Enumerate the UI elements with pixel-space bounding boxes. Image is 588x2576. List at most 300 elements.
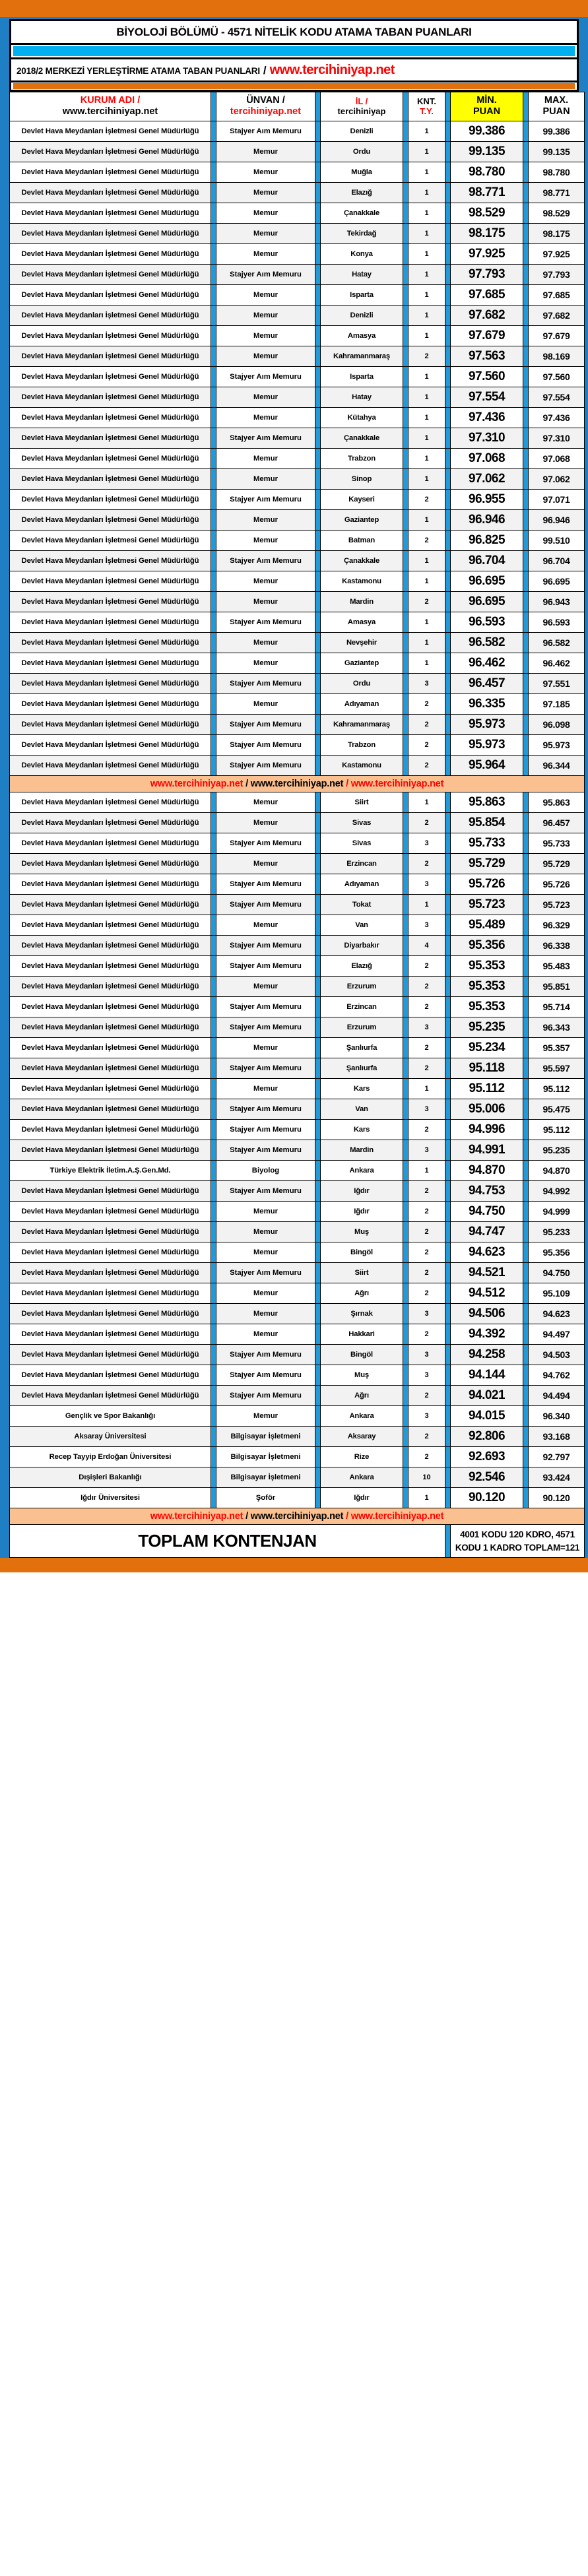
column-separator [403,1079,408,1099]
column-separator [523,936,529,956]
column-separator [315,1079,321,1099]
column-separator [403,244,408,265]
table-row [10,1427,585,1447]
column-separator [523,1017,529,1038]
cell-kurum-adi: Devlet Hava Meydanları İşletmesi Genel Müdürlüğü [10,895,211,915]
table-row [10,1386,585,1406]
cell-kontenjan: 2 [408,1386,445,1406]
column-separator [403,285,408,306]
promo-banner[interactable] [10,776,585,792]
column-separator [211,895,216,915]
cell-il: Çanakkale [321,428,403,449]
cell-unvan: Şoför [216,1488,315,1508]
column-separator [403,854,408,874]
cell-min-puan: 94.144 [451,1365,523,1386]
cell-kurum-adi: Devlet Hava Meydanları İşletmesi Genel Müdürlüğü [10,265,211,285]
column-separator [403,1345,408,1365]
cell-unvan: Memur [216,592,315,612]
cell-min-puan: 95.489 [451,915,523,936]
column-separator [315,1386,321,1406]
promo-link-2[interactable]: www.tercihiniyap.net [250,779,344,790]
cell-min-puan: 95.733 [451,833,523,854]
table-row [10,1283,585,1304]
column-separator [403,833,408,854]
table-row [10,997,585,1017]
column-separator [403,346,408,367]
column-separator [315,1467,321,1488]
cell-kontenjan: 2 [408,756,445,776]
column-separator [211,833,216,854]
cell-kontenjan: 1 [408,653,445,674]
promo-sep-2: / [343,1511,351,1522]
column-separator [445,183,451,203]
cell-max-puan: 95.851 [529,977,585,997]
cell-il: Iğdır [321,1488,403,1508]
cell-unvan: Memur [216,326,315,346]
column-separator [445,1038,451,1058]
column-separator [445,1140,451,1161]
table-row [10,1263,585,1283]
column-separator [315,997,321,1017]
column-separator [445,694,451,715]
cell-unvan: Stajyer Aım Memuru [216,1386,315,1406]
cell-kurum-adi: Iğdır Üniversitesi [10,1488,211,1508]
cell-kontenjan: 1 [408,612,445,633]
column-separator [211,1283,216,1304]
cell-kurum-adi: Aksaray Üniversitesi [10,1427,211,1447]
table-row [10,1467,585,1488]
cell-kurum-adi: Devlet Hava Meydanları İşletmesi Genel Müdürlüğü [10,1181,211,1202]
column-separator [445,203,451,224]
column-separator [211,326,216,346]
column-separator [403,510,408,531]
cell-kontenjan: 2 [408,694,445,715]
table-row [10,265,585,285]
column-separator [211,387,216,408]
cell-max-puan: 94.992 [529,1181,585,1202]
column-separator [445,977,451,997]
cell-unvan: Memur [216,653,315,674]
column-separator [315,1202,321,1222]
column-separator [523,956,529,977]
cell-unvan: Memur [216,854,315,874]
cell-kontenjan: 3 [408,1017,445,1038]
cell-kontenjan: 1 [408,121,445,142]
promo-link-1[interactable]: www.tercihiniyap.net [150,1511,244,1522]
cell-unvan: Stajyer Aım Memuru [216,1099,315,1120]
cell-il: Tekirdağ [321,224,403,244]
column-separator [445,408,451,428]
column-separator [211,1222,216,1242]
cell-kontenjan: 2 [408,1038,445,1058]
promo-link-3[interactable]: www.tercihiniyap.net [350,1511,444,1522]
cell-min-puan: 94.021 [451,1386,523,1406]
column-separator [403,997,408,1017]
cell-unvan: Stajyer Aım Memuru [216,756,315,776]
col-header-kurum-line2: www.tercihiniyap.net [62,106,158,117]
column-separator [523,531,529,551]
column-separator [403,1242,408,1263]
cell-kontenjan: 2 [408,956,445,977]
column-separator [523,633,529,653]
column-separator [403,1140,408,1161]
cell-kontenjan: 2 [408,531,445,551]
total-line-2: KODU 1 KADRO TOPLAM=121 [455,1542,580,1553]
column-separator [211,813,216,833]
column-separator [403,694,408,715]
table-row [10,874,585,895]
cell-min-puan: 97.436 [451,408,523,428]
cell-min-puan: 94.623 [451,1242,523,1263]
column-separator [403,813,408,833]
column-separator [211,510,216,531]
cell-kontenjan: 1 [408,895,445,915]
column-separator [403,612,408,633]
title-block [9,19,579,45]
cell-max-puan: 95.973 [529,735,585,756]
cell-kurum-adi: Devlet Hava Meydanları İşletmesi Genel Müdürlüğü [10,1304,211,1324]
cell-il: Tokat [321,895,403,915]
table-row [10,449,585,469]
promo-banner-row [10,1508,585,1525]
cell-min-puan: 96.593 [451,612,523,633]
column-separator [403,142,408,162]
cell-il: Ankara [321,1406,403,1427]
column-separator [523,285,529,306]
table-row [10,306,585,326]
column-separator [523,756,529,776]
column-separator [523,1242,529,1263]
cell-kurum-adi: Devlet Hava Meydanları İşletmesi Genel Müdürlüğü [10,1202,211,1222]
cell-unvan: Biyolog [216,1161,315,1181]
table-row [10,1202,585,1222]
promo-link-1[interactable]: www.tercihiniyap.net [150,779,244,790]
column-separator [211,1202,216,1222]
column-separator [315,1324,321,1345]
cell-il: Bingöl [321,1345,403,1365]
column-separator [403,1488,408,1508]
table-row [10,977,585,997]
cell-kontenjan: 2 [408,346,445,367]
column-separator [211,551,216,571]
cell-max-puan: 94.870 [529,1161,585,1181]
column-separator [523,1427,529,1447]
table-row [10,1406,585,1427]
cell-kontenjan: 1 [408,387,445,408]
promo-sep-1: / [243,1511,251,1522]
column-separator [315,1017,321,1038]
column-separator [315,936,321,956]
column-separator [445,1386,451,1406]
table-row [10,1140,585,1161]
cell-il: Adıyaman [321,694,403,715]
column-separator [211,490,216,510]
column-separator [445,244,451,265]
column-separator [523,1386,529,1406]
column-separator [211,1099,216,1120]
total-kontenjan-label: TOPLAM KONTENJAN [10,1525,445,1558]
column-separator [403,367,408,387]
column-separator [403,1304,408,1324]
column-separator [523,833,529,854]
cell-kontenjan: 2 [408,813,445,833]
column-separator [211,694,216,715]
column-separator [315,1345,321,1365]
column-separator [403,1427,408,1447]
cell-max-puan: 94.623 [529,1304,585,1324]
table-row [10,612,585,633]
cell-min-puan: 97.310 [451,428,523,449]
cell-min-puan: 99.386 [451,121,523,142]
cell-il: Muğla [321,162,403,183]
cell-kurum-adi: Devlet Hava Meydanları İşletmesi Genel Müdürlüğü [10,1386,211,1406]
table-row [10,1324,585,1345]
cell-il: Elazığ [321,956,403,977]
promo-link-3[interactable]: www.tercihiniyap.net [350,779,444,790]
column-separator [211,1181,216,1202]
cell-max-puan: 97.062 [529,469,585,490]
column-separator [211,1120,216,1140]
cell-kontenjan: 1 [408,469,445,490]
column-separator [403,915,408,936]
column-separator [445,162,451,183]
table-row [10,183,585,203]
column-separator [315,1242,321,1263]
cell-il: Denizli [321,121,403,142]
cell-il: Hatay [321,387,403,408]
cell-kurum-adi: Devlet Hava Meydanları İşletmesi Genel Müdürlüğü [10,1263,211,1283]
cell-il: Aksaray [321,1427,403,1447]
column-separator [315,1181,321,1202]
column-separator [523,490,529,510]
column-separator [315,792,321,813]
col-header-max-line2: PUAN [542,106,570,117]
column-separator [445,469,451,490]
column-separator [403,1120,408,1140]
col-header-il-line2: tercihiniyap [337,106,386,117]
cell-il: Sivas [321,813,403,833]
top-orange-bar [0,0,588,17]
cell-il: Diyarbakır [321,936,403,956]
cell-il: Sinop [321,469,403,490]
cell-min-puan: 96.704 [451,551,523,571]
cell-unvan: Memur [216,1038,315,1058]
column-separator [315,1099,321,1120]
cell-kontenjan: 2 [408,1222,445,1242]
cell-max-puan: 96.340 [529,1406,585,1427]
cell-unvan: Memur [216,449,315,469]
cell-max-puan: 97.793 [529,265,585,285]
cell-min-puan: 94.015 [451,1406,523,1427]
column-separator [523,1283,529,1304]
table-row [10,367,585,387]
column-separator [523,1406,529,1427]
column-separator [403,162,408,183]
column-separator [445,1365,451,1386]
cell-il: Amasya [321,612,403,633]
column-separator [211,874,216,895]
column-separator [445,756,451,776]
cell-kontenjan: 1 [408,244,445,265]
cell-unvan: Stajyer Aım Memuru [216,1181,315,1202]
column-separator [523,1181,529,1202]
promo-link-2[interactable]: www.tercihiniyap.net [250,1511,344,1522]
cell-kurum-adi: Türkiye Elektrik İletim.A.Ş.Gen.Md. [10,1161,211,1181]
bottom-orange-bar [0,1558,588,1572]
table-row [10,694,585,715]
column-separator [403,1038,408,1058]
cell-unvan: Memur [216,203,315,224]
column-separator [315,1263,321,1283]
col-header-max-puan [529,92,585,121]
promo-sep-1: / [243,779,251,790]
cell-il: Gaziantep [321,653,403,674]
cell-kurum-adi: Devlet Hava Meydanları İşletmesi Genel Müdürlüğü [10,285,211,306]
cell-min-puan: 94.512 [451,1283,523,1304]
column-separator [403,592,408,612]
cell-kurum-adi: Devlet Hava Meydanları İşletmesi Genel Müdürlüğü [10,833,211,854]
column-separator [445,674,451,694]
cell-unvan: Memur [216,977,315,997]
cell-kurum-adi: Devlet Hava Meydanları İşletmesi Genel Müdürlüğü [10,592,211,612]
column-separator [523,469,529,490]
cell-min-puan: 96.335 [451,694,523,715]
cell-max-puan: 95.475 [529,1099,585,1120]
column-separator [523,449,529,469]
column-separator [445,510,451,531]
column-separator [523,1202,529,1222]
column-separator [523,306,529,326]
column-separator [315,895,321,915]
column-separator [523,1140,529,1161]
column-separator [211,1365,216,1386]
column-separator [315,612,321,633]
column-separator [211,633,216,653]
cell-unvan: Stajyer Aım Memuru [216,1017,315,1038]
column-separator [315,735,321,756]
cell-min-puan: 98.529 [451,203,523,224]
cell-kontenjan: 1 [408,1488,445,1508]
cell-kontenjan: 1 [408,203,445,224]
column-separator [523,265,529,285]
subtitle-site-link[interactable]: www.tercihiniyap.net [269,63,395,77]
cell-unvan: Memur [216,183,315,203]
table-row [10,1079,585,1099]
column-separator [315,1140,321,1161]
cell-unvan: Memur [216,792,315,813]
cell-il: Ordu [321,142,403,162]
column-separator [315,162,321,183]
column-separator [445,874,451,895]
cell-max-puan: 95.112 [529,1079,585,1099]
column-separator [403,633,408,653]
cell-unvan: Stajyer Aım Memuru [216,428,315,449]
column-separator [445,1467,451,1488]
cell-kurum-adi: Devlet Hava Meydanları İşletmesi Genel Müdürlüğü [10,244,211,265]
column-separator [315,715,321,735]
cell-kontenjan: 1 [408,449,445,469]
column-separator [445,813,451,833]
cell-il: Kars [321,1120,403,1140]
column-separator [403,653,408,674]
cell-unvan: Stajyer Aım Memuru [216,735,315,756]
column-separator [211,1079,216,1099]
cell-unvan: Stajyer Aım Memuru [216,936,315,956]
cell-il: Kastamonu [321,571,403,592]
column-separator [211,674,216,694]
cell-unvan: Stajyer Aım Memuru [216,265,315,285]
cell-kontenjan: 1 [408,183,445,203]
cell-unvan: Stajyer Aım Memuru [216,1120,315,1140]
cell-max-puan: 95.729 [529,854,585,874]
column-separator [403,1181,408,1202]
cell-il: Trabzon [321,449,403,469]
column-separator [403,1406,408,1427]
cell-kurum-adi: Recep Tayyip Erdoğan Üniversitesi [10,1447,211,1467]
column-separator [403,715,408,735]
column-separator [445,936,451,956]
cell-min-puan: 95.234 [451,1038,523,1058]
cell-kurum-adi: Devlet Hava Meydanları İşletmesi Genel Müdürlüğü [10,674,211,694]
cell-unvan: Memur [216,224,315,244]
column-separator [211,1467,216,1488]
column-separator [403,265,408,285]
table-row [10,387,585,408]
column-separator [403,306,408,326]
cell-il: Rize [321,1447,403,1467]
column-separator [523,1120,529,1140]
column-separator [523,997,529,1017]
cell-min-puan: 98.175 [451,224,523,244]
table-row [10,1017,585,1038]
column-separator [523,1099,529,1120]
column-separator [315,428,321,449]
cell-min-puan: 94.392 [451,1324,523,1345]
cell-kurum-adi: Devlet Hava Meydanları İşletmesi Genel Müdürlüğü [10,469,211,490]
cyan-strip-wrap [9,45,579,59]
column-separator [211,183,216,203]
cell-max-puan: 96.704 [529,551,585,571]
cell-il: Şanlıurfa [321,1038,403,1058]
col-header-knt-line2: T.Y. [420,106,434,117]
cell-kurum-adi: Devlet Hava Meydanları İşletmesi Genel Müdürlüğü [10,735,211,756]
cell-il: Siirt [321,792,403,813]
cell-kontenjan: 3 [408,1140,445,1161]
col-header-unvan-line2: tercihiniyap.net [230,106,302,117]
orange-divider-wrap [9,82,579,92]
cell-unvan: Stajyer Aım Memuru [216,551,315,571]
cell-kontenjan: 10 [408,1467,445,1488]
table-row [10,854,585,874]
cell-kurum-adi: Gençlik ve Spor Bakanlığı [10,1406,211,1427]
cell-kontenjan: 2 [408,592,445,612]
column-separator [445,121,451,142]
cell-max-puan: 95.714 [529,997,585,1017]
cell-unvan: Memur [216,346,315,367]
column-separator [315,813,321,833]
cell-kurum-adi: Devlet Hava Meydanları İşletmesi Genel Müdürlüğü [10,408,211,428]
cell-il: Erzurum [321,1017,403,1038]
column-separator [445,306,451,326]
column-separator [315,1038,321,1058]
col-header-il [321,92,403,121]
cell-kurum-adi: Devlet Hava Meydanları İşletmesi Genel Müdürlüğü [10,346,211,367]
column-separator [445,854,451,874]
column-separator [315,183,321,203]
cell-kurum-adi: Devlet Hava Meydanları İşletmesi Genel Müdürlüğü [10,1324,211,1345]
column-separator [211,1242,216,1263]
promo-banner[interactable] [10,1508,585,1525]
